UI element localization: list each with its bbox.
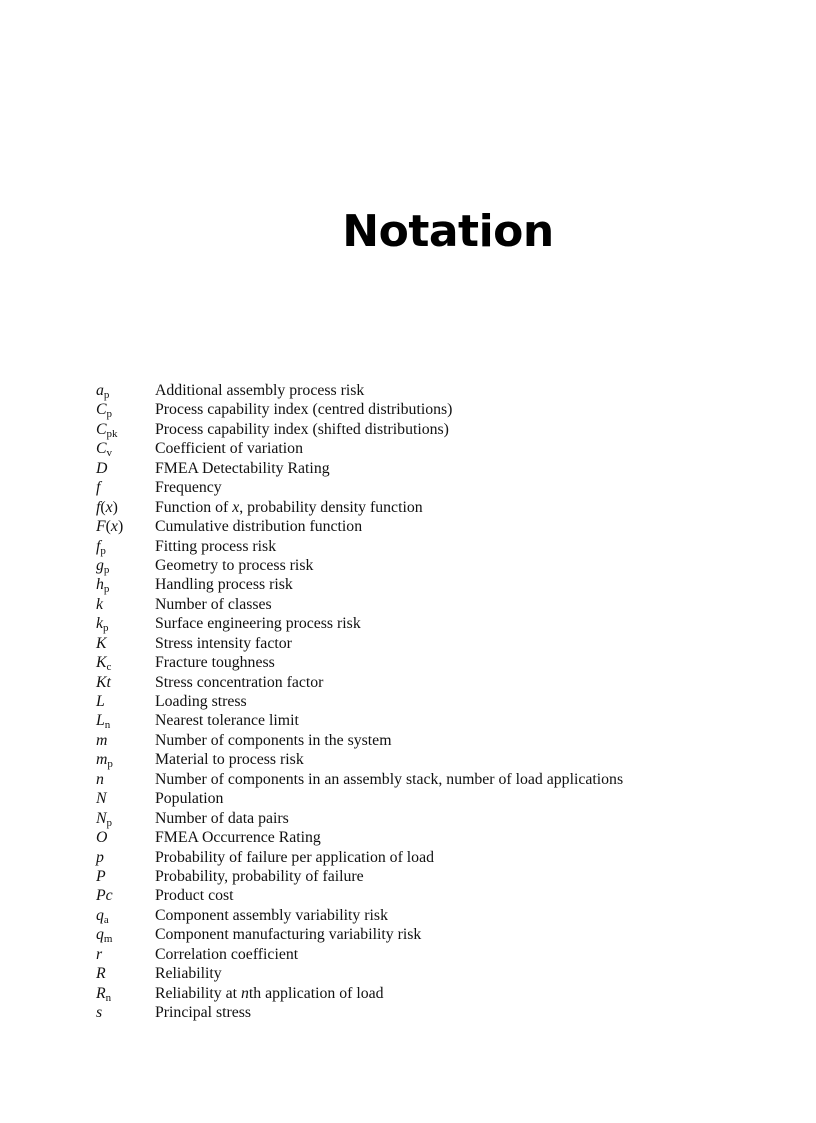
- definition-part: Function of: [155, 498, 233, 516]
- notation-entry: [96, 789, 796, 808]
- notation-entry: [96, 906, 796, 925]
- notation-definition: FMEA Occurrence Rating: [155, 829, 321, 847]
- notation-entry: [96, 750, 796, 769]
- symbol-base: n: [96, 770, 104, 788]
- notation-entry: [96, 1003, 796, 1022]
- notation-definition: Fitting process risk: [155, 537, 277, 555]
- symbol-subscript: n: [104, 719, 111, 732]
- symbol-base: p: [96, 848, 104, 866]
- notation-definition: Probability of failure per application of load: [155, 848, 434, 866]
- notation-symbol: [96, 692, 155, 711]
- notation-definition: Correlation coefficient: [155, 945, 299, 963]
- notation-entry: [96, 848, 796, 867]
- notation-definition: Number of data pairs: [155, 809, 289, 827]
- notation-symbol: [96, 439, 155, 458]
- symbol-base: K: [96, 654, 107, 672]
- notation-symbol: [96, 381, 155, 400]
- symbol-subscript: m: [103, 933, 113, 946]
- notation-entry: [96, 478, 796, 497]
- symbol-base: C: [96, 440, 107, 458]
- notation-symbol: [96, 498, 155, 517]
- notation-entry: [96, 828, 796, 847]
- symbol-subscript: p: [100, 544, 106, 557]
- notation-entry: [96, 673, 796, 692]
- notation-definition: Process capability index (centred distributions): [155, 401, 453, 419]
- symbol-base: f: [96, 498, 101, 516]
- notation-entry: [96, 653, 796, 672]
- notation-symbol: [96, 964, 155, 983]
- notation-definition: Product cost: [155, 887, 234, 905]
- notation-symbol: [96, 906, 155, 925]
- notation-symbol: [96, 809, 155, 828]
- notation-symbol: [96, 595, 155, 614]
- notation-definition: [155, 984, 796, 1003]
- symbol-subscript: p: [106, 408, 113, 421]
- symbol-subscript: p: [107, 758, 113, 771]
- symbol-base: k: [96, 615, 104, 633]
- symbol-subscript: c: [106, 661, 112, 674]
- notation-entry: [96, 809, 796, 828]
- symbol-base: L: [96, 693, 105, 710]
- notation-symbol: [96, 400, 155, 419]
- symbol-base: R: [96, 984, 106, 1002]
- notation-entry: [96, 517, 796, 536]
- notation-list: [96, 381, 796, 1022]
- symbol-base: K: [96, 634, 107, 652]
- notation-symbol: [96, 731, 155, 750]
- symbol-subscript: p: [106, 816, 113, 829]
- symbol-base: O: [96, 829, 108, 847]
- notation-entry: [96, 400, 796, 419]
- notation-symbol: [96, 867, 155, 886]
- notation-symbol: [96, 886, 155, 905]
- symbol-base: N: [96, 809, 107, 827]
- notation-definition: Component manufacturing variability risk: [155, 926, 422, 944]
- page-title: Notation: [342, 206, 554, 257]
- definition-part: Reliability at: [155, 984, 241, 1002]
- notation-symbol: [96, 673, 155, 692]
- notation-definition: Process capability index (shifted distributions): [155, 420, 449, 438]
- notation-entry: [96, 498, 796, 517]
- symbol-subscript: v: [106, 447, 113, 460]
- symbol-base: a: [96, 382, 104, 399]
- notation-symbol: [96, 575, 155, 594]
- definition-part: , probability density function: [239, 498, 423, 516]
- symbol-base: q: [96, 926, 104, 944]
- notation-entry: [96, 945, 796, 964]
- notation-symbol: [96, 614, 155, 633]
- symbol-paren-open: (: [100, 498, 106, 516]
- notation-definition: Number of components in an assembly stack, number of load applications: [155, 770, 624, 788]
- symbol-paren-open: (: [105, 518, 111, 536]
- notation-symbol: [96, 945, 155, 964]
- notation-symbol: [96, 478, 155, 497]
- symbol-base: f: [96, 479, 101, 497]
- notation-entry: [96, 867, 796, 886]
- notation-entry: [96, 731, 796, 750]
- symbol-subscript: p: [103, 622, 109, 635]
- symbol-base: f: [96, 537, 101, 555]
- notation-symbol: [96, 634, 155, 653]
- symbol-base: C: [96, 420, 107, 438]
- notation-entry: [96, 459, 796, 478]
- symbol-argument: x: [105, 498, 113, 516]
- symbol-base: g: [96, 556, 104, 574]
- notation-symbol: [96, 517, 155, 536]
- notation-symbol: [96, 556, 155, 575]
- notation-entry: [96, 381, 796, 400]
- definition-part: th application of load: [248, 984, 384, 1002]
- notation-entry: [96, 711, 796, 730]
- notation-definition: Reliability: [155, 965, 222, 983]
- symbol-base: C: [96, 401, 107, 419]
- notation-symbol: [96, 770, 155, 789]
- notation-definition: Stress concentration factor: [155, 673, 324, 691]
- symbol-base: P: [96, 867, 106, 885]
- notation-entry: [96, 964, 796, 983]
- symbol-subscript: pk: [106, 427, 118, 440]
- notation-entry: [96, 556, 796, 575]
- notation-symbol: [96, 711, 155, 730]
- notation-definition: Cumulative distribution function: [155, 518, 363, 536]
- notation-symbol: [96, 420, 155, 439]
- notation-definition: Stress intensity factor: [155, 634, 292, 652]
- symbol-base: q: [96, 906, 104, 924]
- symbol-paren-close: ): [117, 518, 124, 536]
- notation-entry: [96, 595, 796, 614]
- symbol-base: L: [96, 712, 105, 730]
- notation-definition: Number of classes: [155, 595, 272, 613]
- symbol-base: Pc: [96, 887, 113, 905]
- symbol-base: N: [96, 790, 107, 808]
- notation-definition: Principal stress: [155, 1004, 252, 1021]
- symbol-paren-close: ): [112, 498, 118, 516]
- symbol-argument: x: [110, 518, 118, 536]
- notation-definition: Geometry to process risk: [155, 556, 314, 574]
- notation-symbol: [96, 789, 155, 808]
- symbol-base: R: [96, 965, 106, 983]
- symbol-subscript: p: [103, 563, 110, 576]
- notation-entry: [96, 537, 796, 556]
- definition-part: x: [232, 498, 240, 516]
- notation-definition: Additional assembly process risk: [155, 382, 365, 399]
- notation-entry: [96, 575, 796, 594]
- notation-entry: [96, 420, 796, 439]
- symbol-base: F: [96, 518, 106, 536]
- notation-entry: [96, 984, 796, 1003]
- notation-definition: Loading stress: [155, 693, 247, 710]
- notation-definition: Coefficient of variation: [155, 440, 303, 458]
- notation-definition: Handling process risk: [155, 576, 293, 594]
- notation-entry: [96, 439, 796, 458]
- symbol-base: k: [96, 595, 104, 613]
- notation-definition: Nearest tolerance limit: [155, 712, 299, 730]
- notation-definition: Probability, probability of failure: [155, 867, 364, 885]
- symbol-base: D: [96, 459, 108, 477]
- notation-definition: Surface engineering process risk: [155, 615, 361, 633]
- notation-entry: [96, 925, 796, 944]
- symbol-base: r: [96, 945, 103, 963]
- notation-symbol: [96, 459, 155, 478]
- notation-entry: [96, 692, 796, 711]
- notation-symbol: [96, 537, 155, 556]
- notation-symbol: [96, 925, 155, 944]
- notation-symbol: [96, 1003, 155, 1022]
- notation-definition: [155, 498, 796, 517]
- symbol-subscript: n: [105, 991, 112, 1004]
- notation-definition: Number of components in the system: [155, 731, 392, 749]
- notation-symbol: [96, 653, 155, 672]
- notation-definition: Fracture toughness: [155, 654, 275, 672]
- symbol-base: h: [96, 576, 104, 594]
- notation-symbol: [96, 984, 155, 1003]
- notation-symbol: [96, 848, 155, 867]
- notation-definition: Material to process risk: [155, 751, 304, 769]
- symbol-base: m: [96, 731, 108, 749]
- symbol-subscript: p: [103, 583, 110, 596]
- notation-symbol: [96, 750, 155, 769]
- definition-part: n: [241, 984, 249, 1002]
- notation-entry: [96, 886, 796, 905]
- notation-symbol: [96, 828, 155, 847]
- symbol-base: s: [96, 1004, 103, 1021]
- notation-definition: Frequency: [155, 479, 222, 497]
- symbol-base: m: [96, 751, 108, 769]
- symbol-subscript: a: [103, 913, 109, 926]
- notation-entry: [96, 634, 796, 653]
- notation-entry: [96, 614, 796, 633]
- notation-entry: [96, 770, 796, 789]
- notation-definition: Component assembly variability risk: [155, 906, 388, 924]
- notation-definition: Population: [155, 790, 224, 808]
- symbol-base: Kt: [96, 673, 111, 691]
- notation-definition: FMEA Detectability Rating: [155, 459, 330, 477]
- symbol-subscript: p: [103, 389, 110, 401]
